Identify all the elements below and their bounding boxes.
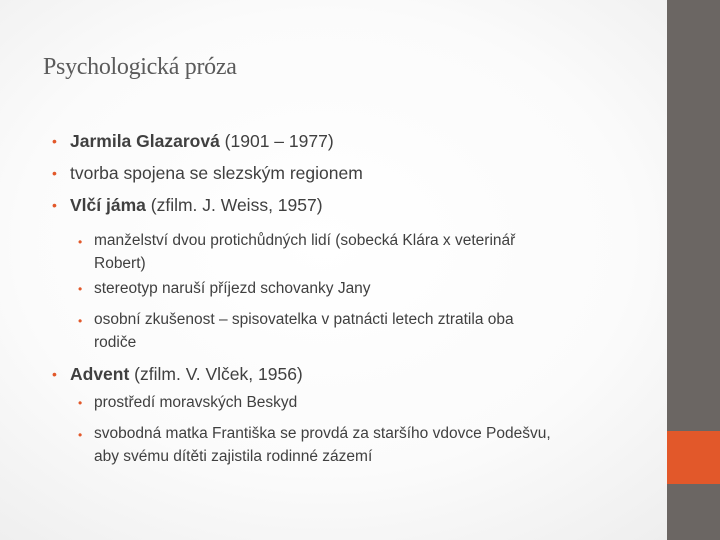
sub-bullet-text: aby svému dítěti zajistila rodinné zázemí <box>94 448 373 465</box>
bullet-item <box>52 163 363 184</box>
bullet-icon: • <box>52 133 57 149</box>
bullet-text: (zfilm. J. Weiss, 1957) <box>145 195 323 215</box>
bullet-bold: Vlčí jáma <box>70 195 146 215</box>
sub-bullet-item <box>78 229 516 275</box>
bullet-icon: • <box>78 314 83 328</box>
sub-bullet-text: prostředí moravských Beskyd <box>94 394 298 411</box>
bullet-icon: • <box>52 197 57 213</box>
bullet-icon: • <box>78 235 83 249</box>
sub-bullet-text: Robert) <box>94 255 146 272</box>
bullet-icon: • <box>78 428 83 442</box>
bullet-icon: • <box>52 366 57 382</box>
bullet-item <box>52 364 303 385</box>
bullet-item <box>52 131 334 152</box>
sub-bullet-text: manželství dvou protichůdných lidí (sobecká Klára x veterinář <box>94 232 516 249</box>
sub-bullet-text: rodiče <box>94 334 137 351</box>
bullet-icon: • <box>78 282 83 296</box>
sub-bullet-item <box>78 308 514 354</box>
bullet-icon: • <box>78 396 83 410</box>
sub-bullet-text: stereotyp naruší příjezd schovanky Jany <box>94 280 371 297</box>
bullet-text: tvorba spojena se slezským regionem <box>70 163 363 183</box>
bullet-icon: • <box>52 165 57 181</box>
bullet-item <box>52 195 323 216</box>
sub-bullet-text: osobní zkušenost – spisovatelka v patnácti letech ztratila oba <box>94 311 514 328</box>
bullet-text: (1901 – 1977) <box>219 131 334 151</box>
bullet-bold: Advent <box>70 364 130 384</box>
slide-title: Psychologická próza <box>43 54 237 80</box>
bullet-bold: Jarmila Glazarová <box>70 131 220 151</box>
bullet-text: (zfilm. V. Vlček, 1956) <box>129 364 303 384</box>
sub-bullet-item <box>78 394 298 412</box>
sub-bullet-item <box>78 280 371 298</box>
accent-block <box>667 431 720 484</box>
sub-bullet-item <box>78 422 551 468</box>
sub-bullet-text: svobodná matka Františka se provdá za staršího vdovce Podešvu, <box>94 425 551 442</box>
